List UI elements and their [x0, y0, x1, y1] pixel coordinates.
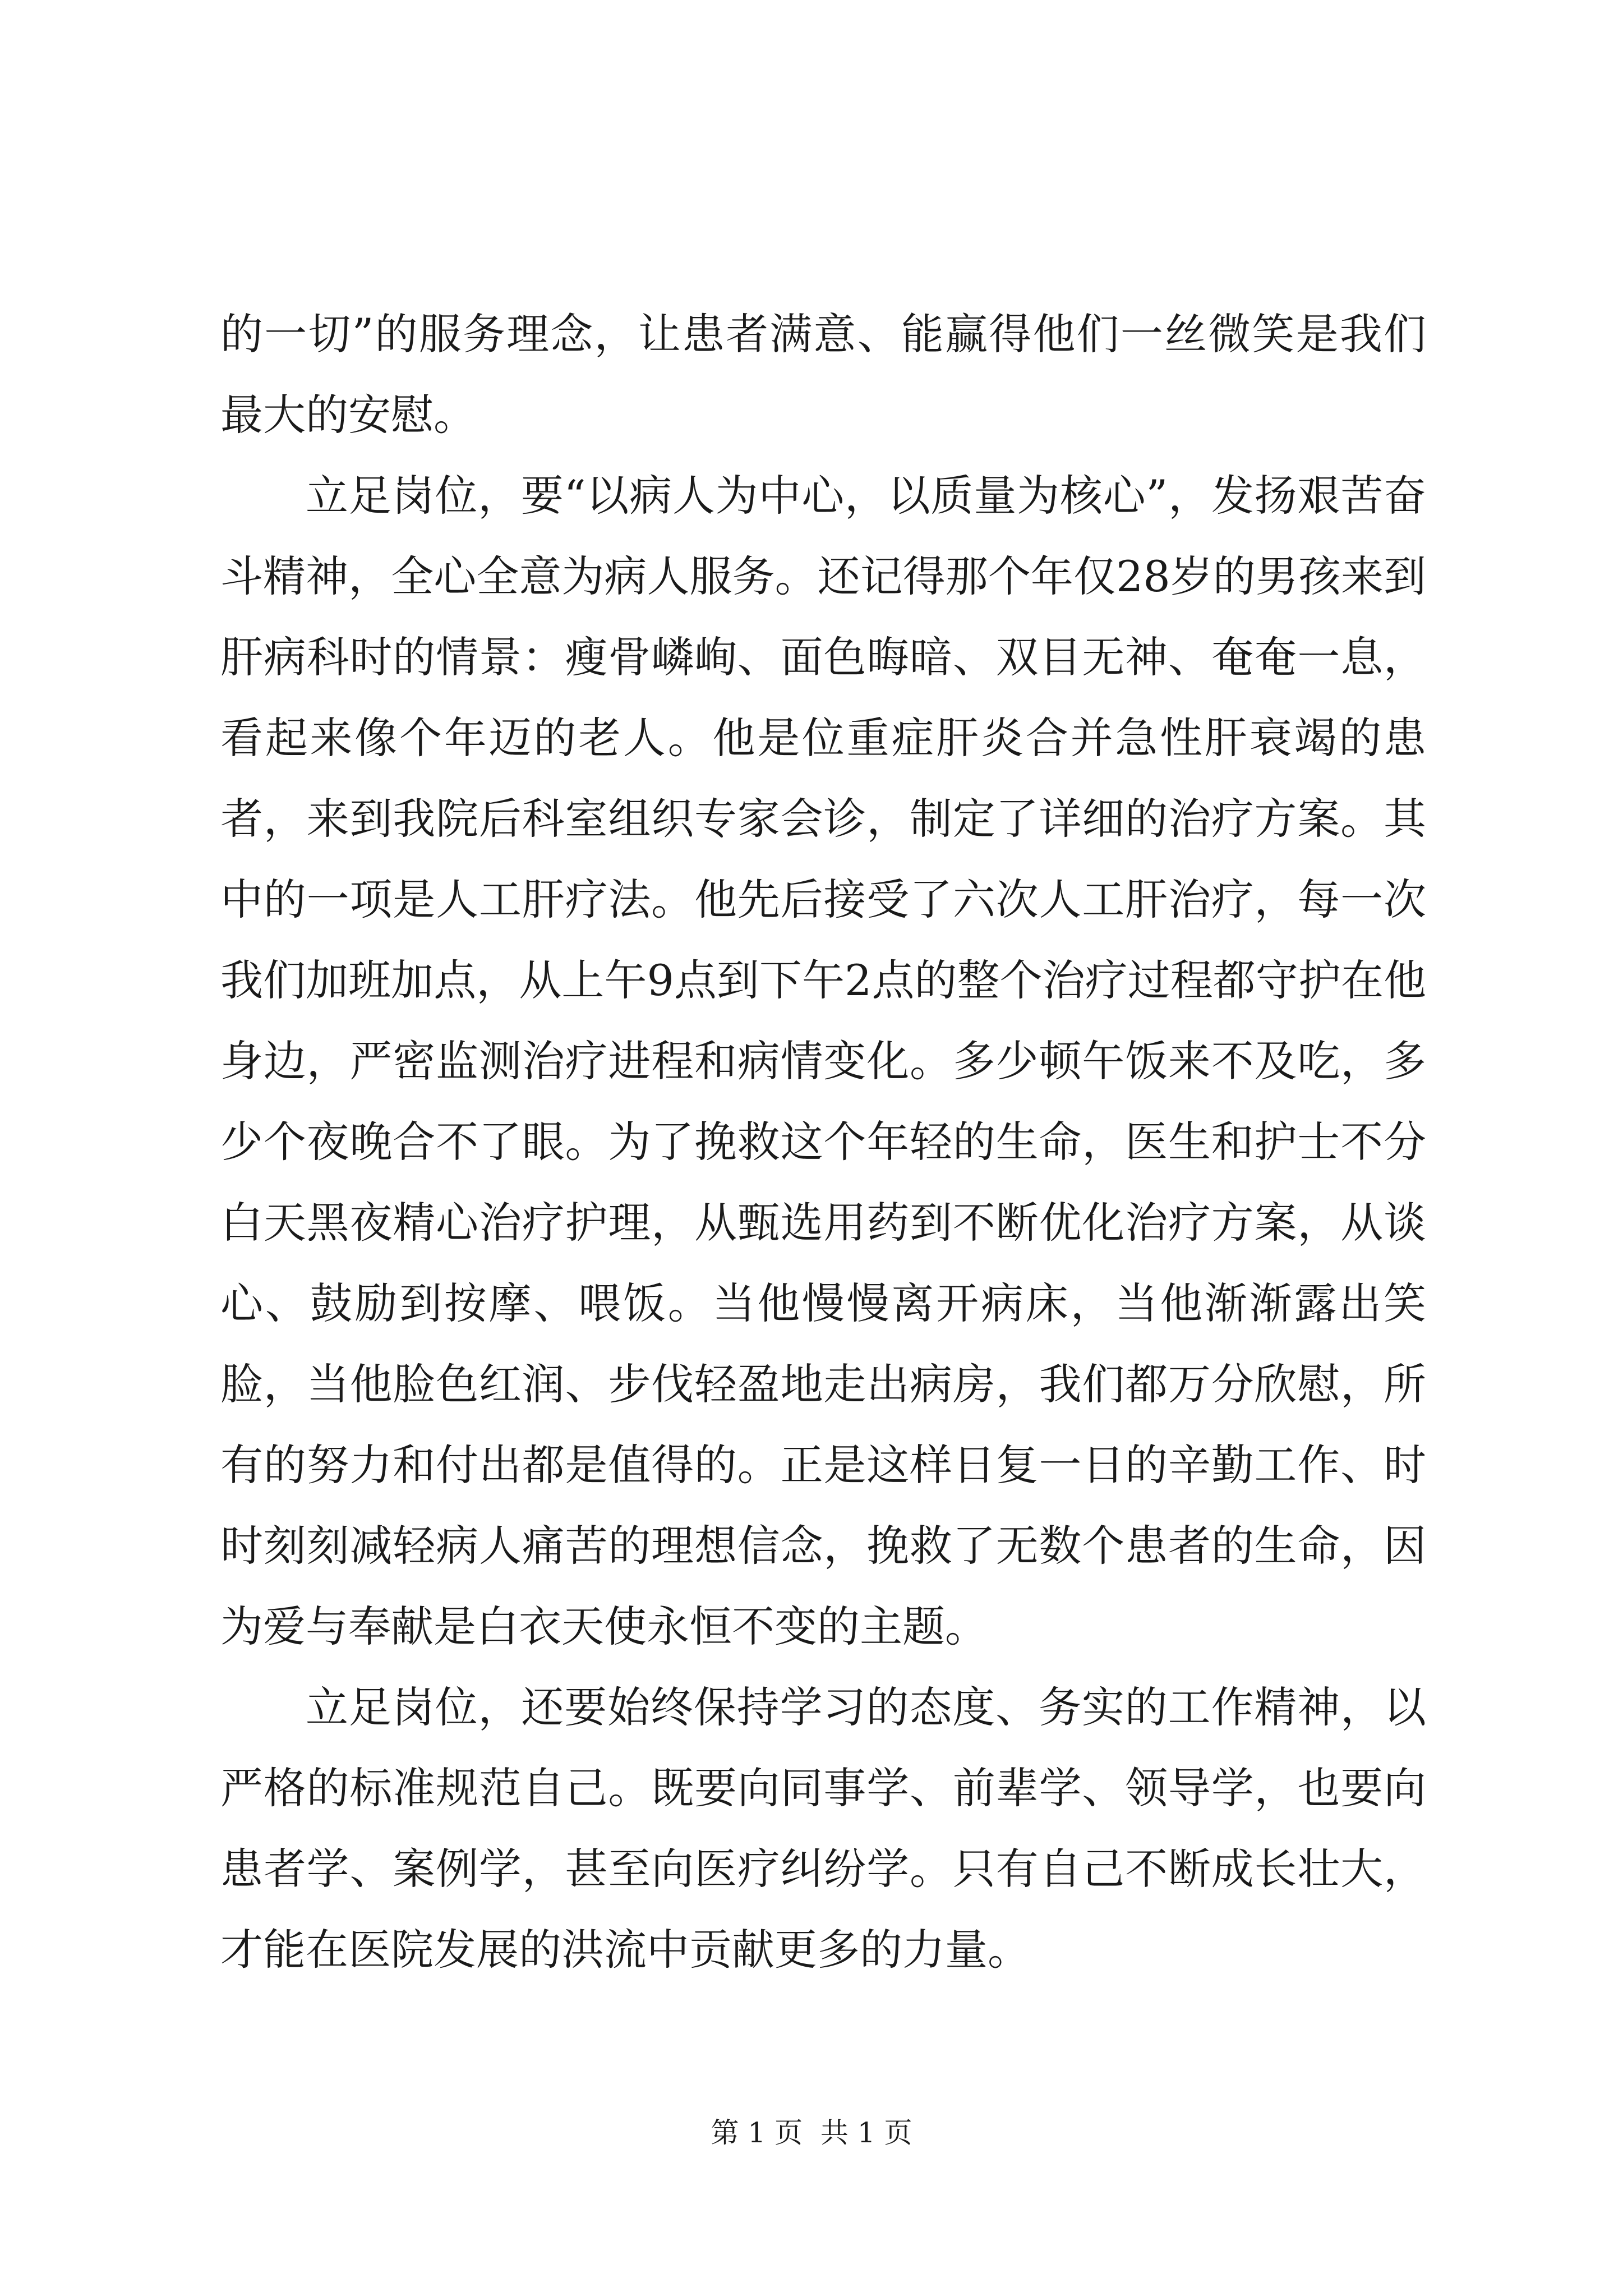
page-number-footer: 第 1 页 共 1 页 — [711, 2116, 912, 2149]
paragraph-2: 立足岗位，要“以病人为中心，以质量为核心”，发扬艰苦奋斗精神，全心全意为病人服务。还记得那个年仅28岁的男孩来到肝病科时的情景：瘦骨嶙峋、面色晦暗、双目无神、奄奄一息，看起来像个年迈的老人。他是位重症肝炎合并急性肝衰竭的患者，来到我院后科室组织专家会诊，制定了详细的治疗方案。其中的一项是人工肝疗法。他先后接受了六次人工肝治疗，每一次我们加班加点，从上午9点到下午2点的整个治疗过程都守护在他身边，严密监测治疗进程和病情变化。多少顿午饭来不及吃，多少个夜晚合不了眼。为了挽救这个年轻的生命，医生和护士不分白天黑夜精心治疗护理，从甄选用药到不断优化治疗方案，从谈心、鼓励到按摩、喂饭。当他慢慢离开病床，当他渐渐露出笑脸，当他脸色红润、步伐轻盈地走出病房，我们都万分欣慰，所有的努力和付出都是值得的。正是这样日复一日的辛勤工作、时时刻刻减轻病人痛苦的理想信念，挽救了无数个患者的生命，因为爱与奉献是白衣天使永恒不变的主题。 — [220, 471, 1426, 1651]
paragraph-1: 的一切”的服务理念，让患者满意、能赢得他们一丝微笑是我们最大的安慰。 — [220, 309, 1426, 440]
paragraph-3: 立足岗位，还要始终保持学习的态度、务实的工作精神，以严格的标准规范自己。既要向同事学、前辈学、领导学，也要向患者学、案例学，甚至向医疗纠纷学。只有自己不断成长壮大，才能在医院发展的洪流中贡献更多的力量。 — [220, 1682, 1426, 1975]
document-body — [220, 294, 1426, 1990]
